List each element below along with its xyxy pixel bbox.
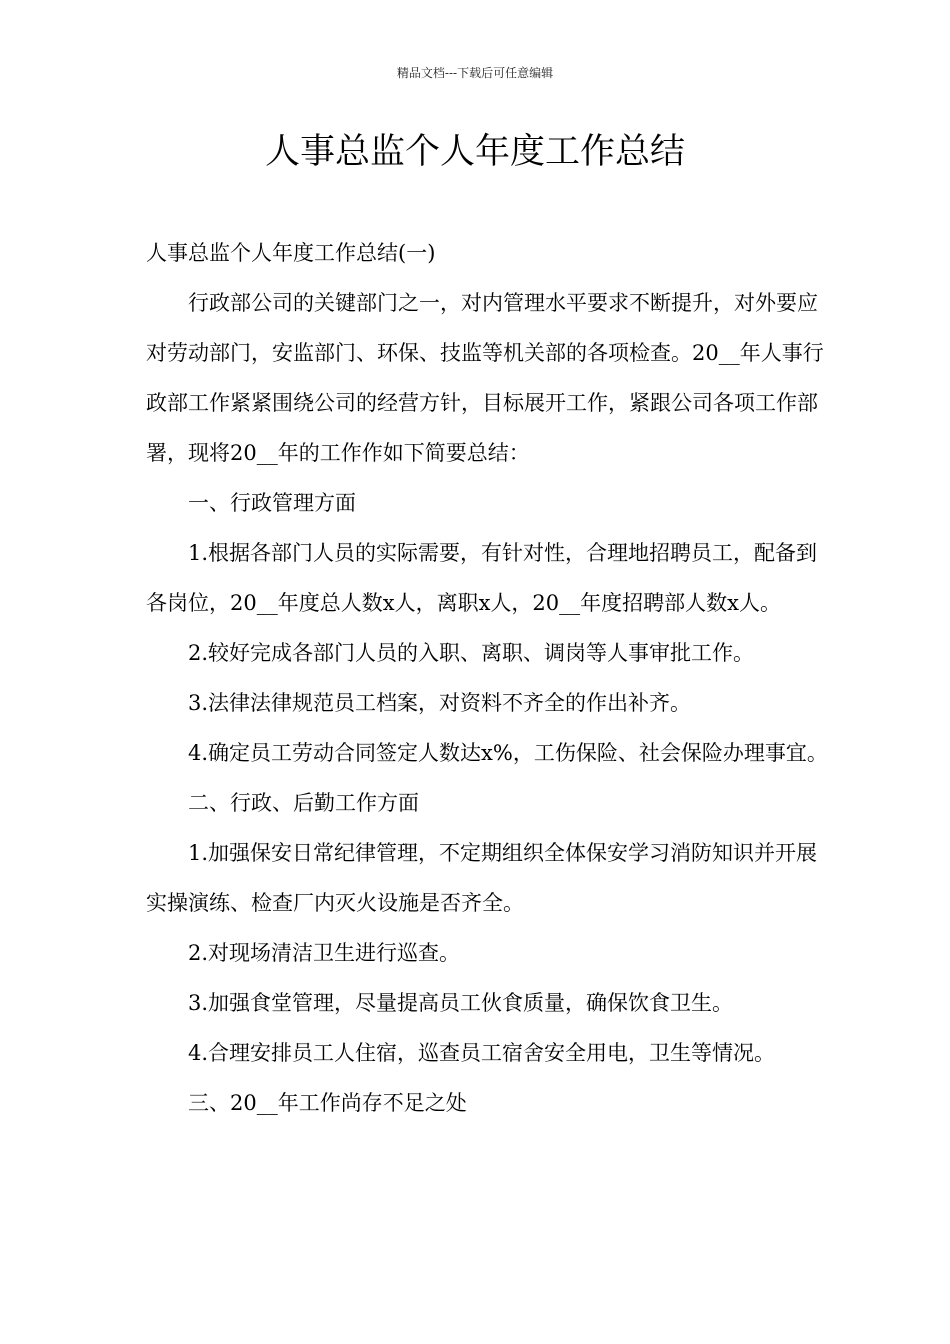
intro-paragraph: 行政部公司的关键部门之一，对内管理水平要求不断提升，对外要应对劳动部门，安监部门、环保、技监等机关部的各项检查。20__年人事行政部工作紧紧围绕公司的经营方针，目标展开工作，紧跟公司各项工作部署，现将20__年的工作作如下简要总结： bbox=[146, 291, 824, 465]
section-heading: 人事总监个人年度工作总结(一) bbox=[146, 241, 436, 265]
document-body bbox=[146, 228, 836, 1128]
list-item: 2.较好完成各部门人员的入职、离职、调岗等人事审批工作。 bbox=[188, 641, 755, 665]
subsection-heading-logistics: 二、行政、后勤工作方面 bbox=[188, 791, 419, 815]
subsection-heading-admin: 一、行政管理方面 bbox=[188, 491, 356, 515]
document-title: 人事总监个人年度工作总结 bbox=[264, 132, 685, 172]
list-item: 2.对现场清洁卫生进行巡查。 bbox=[188, 941, 461, 965]
list-item: 3.加强食堂管理，尽量提高员工伙食质量，确保饮食卫生。 bbox=[188, 991, 734, 1015]
subsection-heading-shortcomings: 三、20__年工作尚存不足之处 bbox=[188, 1091, 467, 1115]
list-item: 3.法律法律规范员工档案，对资料不齐全的作出补齐。 bbox=[188, 691, 692, 715]
header-note: 精品文档---下载后可任意编辑 bbox=[396, 66, 554, 80]
list-item: 1.根据各部门人员的实际需要，有针对性，合理地招聘员工，配备到各岗位，20__年度总人数x人，离职x人，20__年度招聘部人数x人。 bbox=[146, 541, 818, 615]
list-item: 1.加强保安日常纪律管理，不定期组织全体保安学习消防知识并开展实操演练、检查厂内灭火设施是否齐全。 bbox=[146, 841, 818, 915]
list-item: 4.合理安排员工人住宿，巡查员工宿舍安全用电，卫生等情况。 bbox=[188, 1041, 776, 1065]
list-item: 4.确定员工劳动合同签定人数达x%，工伤保险、社会保险办理事宜。 bbox=[188, 741, 828, 765]
